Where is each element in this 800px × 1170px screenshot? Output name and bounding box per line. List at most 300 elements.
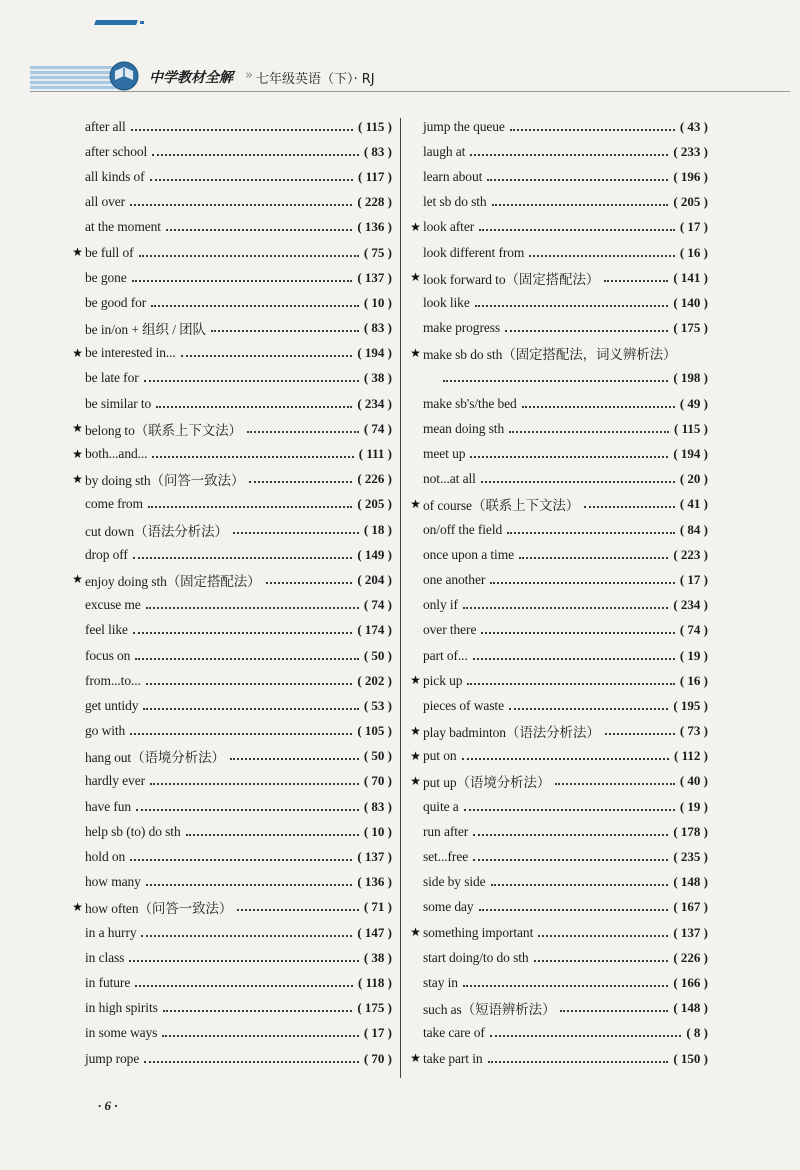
- dot-leader: [150, 779, 359, 785]
- key-phrase-star-icon: ★: [410, 925, 421, 940]
- index-entry: [70, 416, 392, 441]
- index-entry: [70, 945, 392, 970]
- entry-page-ref: ( 53 ): [363, 697, 392, 713]
- entry-phrase: come from: [85, 496, 143, 512]
- key-phrase-star-icon: ★: [410, 748, 421, 763]
- index-entry: [408, 139, 708, 164]
- entry-page-ref: ( 174 ): [357, 622, 392, 638]
- dot-leader: [181, 351, 353, 357]
- entry-phrase: not...at all: [423, 471, 476, 487]
- dot-leader: [560, 1006, 668, 1012]
- index-entry: [70, 693, 392, 718]
- entry-phrase: be interested in...: [85, 345, 176, 361]
- entry-page-ref: ( 16 ): [679, 244, 708, 260]
- index-column-left: [70, 114, 392, 1071]
- dot-leader: [135, 654, 359, 660]
- dot-leader: [143, 704, 358, 710]
- index-entry: [408, 366, 708, 391]
- entry-page-ref: ( 233 ): [673, 143, 708, 159]
- dot-leader: [133, 553, 353, 559]
- entry-phrase: in a hurry: [85, 924, 137, 940]
- entry-phrase: be in/on + 组织 / 团队: [85, 322, 206, 338]
- index-entry: [70, 240, 392, 265]
- index-entry: [408, 215, 708, 240]
- entry-page-ref: ( 83 ): [363, 320, 392, 336]
- entry-phrase: jump rope: [85, 1050, 140, 1066]
- index-entry: [70, 391, 392, 416]
- index-entry: [408, 719, 708, 744]
- index-entry: [70, 618, 392, 643]
- index-entry: [70, 996, 392, 1021]
- entry-page-ref: ( 166 ): [673, 974, 708, 990]
- index-entry: [408, 618, 708, 643]
- book-subtitle: 七年级英语（下）· RJ: [256, 72, 375, 87]
- entry-page-ref: ( 18 ): [363, 521, 392, 537]
- dot-leader: [470, 150, 668, 156]
- entry-page-ref: ( 38 ): [363, 370, 392, 386]
- entry-page-ref: ( 8 ): [686, 1025, 708, 1041]
- index-entry: [70, 467, 392, 492]
- entry-phrase: cut down（语法分析法）: [85, 523, 228, 539]
- entry-page-ref: ( 17 ): [679, 571, 708, 587]
- dot-leader: [509, 704, 668, 710]
- dot-leader: [266, 578, 353, 584]
- entry-phrase: take care of: [423, 1025, 485, 1041]
- index-entry: [408, 416, 708, 441]
- index-entry: [70, 719, 392, 744]
- index-entry: [408, 467, 708, 492]
- entry-page-ref: ( 111 ): [358, 446, 392, 462]
- dot-leader: [144, 376, 359, 382]
- dot-leader: [522, 402, 675, 408]
- entry-phrase: quite a: [423, 798, 459, 814]
- entry-phrase: be good for: [85, 294, 147, 310]
- dot-leader: [467, 679, 674, 685]
- entry-page-ref: ( 40 ): [679, 773, 708, 789]
- index-entry: [70, 970, 392, 995]
- index-entry: [70, 316, 392, 341]
- entry-page-ref: ( 140 ): [673, 294, 708, 310]
- index-entry: [70, 492, 392, 517]
- entry-page-ref: ( 226 ): [673, 949, 708, 965]
- index-entry: [408, 996, 708, 1021]
- entry-phrase: be full of: [85, 244, 134, 260]
- key-phrase-star-icon: ★: [410, 270, 421, 285]
- entry-phrase: jump the queue: [423, 118, 505, 134]
- index-entry: [70, 215, 392, 240]
- entry-phrase: let sb do sth: [423, 194, 487, 210]
- dot-leader: [148, 502, 352, 508]
- index-entry: [408, 643, 708, 668]
- dot-leader: [163, 1006, 353, 1012]
- index-entry: [408, 970, 708, 995]
- book-emblem-icon: [108, 60, 140, 92]
- entry-phrase: belong to（联系上下文法）: [85, 422, 242, 438]
- entry-phrase: pick up: [423, 672, 463, 688]
- entry-page-ref: ( 17 ): [363, 1025, 392, 1041]
- entry-phrase: excuse me: [85, 597, 141, 613]
- dot-leader: [510, 125, 675, 131]
- entry-phrase: hang out（语境分析法）: [85, 750, 225, 766]
- key-phrase-star-icon: ★: [72, 245, 83, 260]
- entry-page-ref: ( 137 ): [357, 849, 392, 865]
- index-entry: [70, 366, 392, 391]
- entry-page-ref: ( 117 ): [358, 168, 392, 184]
- entry-page-ref: ( 148 ): [673, 874, 708, 890]
- key-phrase-star-icon: ★: [72, 421, 83, 436]
- entry-phrase: be gone: [85, 269, 127, 285]
- entry-phrase: hardly ever: [85, 773, 145, 789]
- dot-leader: [490, 1031, 682, 1037]
- entry-phrase: one another: [423, 571, 486, 587]
- index-entry: [70, 844, 392, 869]
- entry-phrase: by doing sth（问答一致法）: [85, 473, 245, 489]
- dot-leader: [463, 981, 668, 987]
- entry-phrase: stay in: [423, 974, 458, 990]
- entry-page-ref: ( 136 ): [357, 219, 392, 235]
- index-entry: [70, 139, 392, 164]
- entry-page-ref: ( 137 ): [357, 269, 392, 285]
- entry-page-ref: ( 137 ): [673, 924, 708, 940]
- dot-leader: [136, 805, 359, 811]
- entry-phrase: from...to...: [85, 672, 141, 688]
- index-entry: [408, 240, 708, 265]
- entry-phrase: have fun: [85, 798, 132, 814]
- dot-leader: [166, 225, 352, 231]
- dot-leader: [481, 477, 675, 483]
- dot-leader: [152, 452, 353, 458]
- entry-phrase: be late for: [85, 370, 139, 386]
- index-entry: [70, 794, 392, 819]
- entry-phrase: look different from: [423, 244, 525, 260]
- entry-phrase: laugh at: [423, 143, 466, 159]
- entry-phrase: how many: [85, 874, 141, 890]
- dot-leader: [555, 779, 675, 785]
- dot-leader: [487, 175, 668, 181]
- dot-leader: [538, 931, 668, 937]
- entry-page-ref: ( 175 ): [357, 1000, 392, 1016]
- entry-phrase: focus on: [85, 647, 131, 663]
- entry-phrase: pieces of waste: [423, 697, 504, 713]
- index-entry: [408, 265, 708, 290]
- entry-page-ref: ( 49 ): [679, 395, 708, 411]
- index-entry: [70, 567, 392, 592]
- key-phrase-star-icon: ★: [410, 1051, 421, 1066]
- entry-page-ref: ( 234 ): [673, 597, 708, 613]
- header-separator-icon: »: [245, 68, 253, 83]
- key-phrase-star-icon: ★: [410, 723, 421, 738]
- entry-page-ref: ( 202 ): [357, 672, 392, 688]
- entry-page-ref: ( 205 ): [673, 194, 708, 210]
- entry-page-ref: ( 71 ): [363, 899, 392, 915]
- dot-leader: [133, 628, 352, 634]
- dot-leader: [490, 578, 675, 584]
- dot-leader: [475, 301, 669, 307]
- index-entry: [70, 819, 392, 844]
- index-entry: [408, 693, 708, 718]
- column-divider: [400, 118, 401, 1078]
- index-entry: [70, 668, 392, 693]
- entry-phrase: look forward to（固定搭配法）: [423, 271, 600, 287]
- key-phrase-star-icon: ★: [410, 219, 421, 234]
- dot-leader: [473, 830, 668, 836]
- index-entry: [70, 114, 392, 139]
- dot-leader: [131, 125, 353, 131]
- entry-phrase: put up（语境分析法）: [423, 775, 551, 791]
- entry-phrase: in future: [85, 974, 131, 990]
- entry-phrase: be similar to: [85, 395, 152, 411]
- key-phrase-star-icon: ★: [72, 446, 83, 461]
- entry-page-ref: ( 115 ): [674, 420, 708, 436]
- dot-leader: [130, 855, 352, 861]
- dot-leader: [132, 276, 353, 282]
- entry-page-ref: ( 19 ): [679, 647, 708, 663]
- entry-phrase: play badminton（语法分析法）: [423, 725, 600, 741]
- dot-leader: [162, 1031, 359, 1037]
- index-entry: [408, 517, 708, 542]
- dot-leader: [464, 805, 675, 811]
- index-entry: [408, 920, 708, 945]
- dot-leader: [507, 528, 675, 534]
- entry-page-ref: ( 115 ): [358, 118, 392, 134]
- index-entry: [70, 517, 392, 542]
- dot-leader: [488, 1057, 669, 1063]
- dot-leader: [130, 729, 352, 735]
- index-entry: [70, 290, 392, 315]
- entry-page-ref: ( 17 ): [679, 219, 708, 235]
- entry-phrase: of course（联系上下文法）: [423, 498, 580, 514]
- entry-page-ref: ( 74 ): [363, 420, 392, 436]
- index-entry: [408, 744, 708, 769]
- index-entry: [408, 870, 708, 895]
- header-accent-dot: [140, 21, 144, 24]
- dot-leader: [519, 553, 668, 559]
- entry-phrase: look after: [423, 219, 475, 235]
- dot-leader: [473, 654, 675, 660]
- entry-page-ref: ( 73 ): [679, 723, 708, 739]
- key-phrase-star-icon: ★: [410, 345, 421, 360]
- index-entry: [70, 190, 392, 215]
- entry-page-ref: ( 41 ): [679, 496, 708, 512]
- index-entry: [408, 114, 708, 139]
- dot-leader: [139, 251, 359, 257]
- index-entry: [70, 870, 392, 895]
- dot-leader: [463, 603, 668, 609]
- entry-phrase: some day: [423, 899, 474, 915]
- index-entry: [70, 895, 392, 920]
- dot-leader: [135, 981, 353, 987]
- header-accent-stripe: [94, 20, 138, 25]
- entry-page-ref: ( 234 ): [357, 395, 392, 411]
- entry-phrase: at the moment: [85, 219, 161, 235]
- entry-page-ref: ( 175 ): [673, 320, 708, 336]
- entry-page-ref: ( 83 ): [363, 798, 392, 814]
- index-entry: [408, 844, 708, 869]
- entry-phrase: only if: [423, 597, 458, 613]
- key-phrase-star-icon: ★: [410, 496, 421, 511]
- entry-phrase: after all: [85, 118, 126, 134]
- entry-phrase: meet up: [423, 446, 466, 462]
- entry-phrase: in some ways: [85, 1025, 158, 1041]
- dot-leader: [462, 754, 670, 760]
- entry-page-ref: ( 226 ): [357, 471, 392, 487]
- entry-page-ref: ( 70 ): [363, 1050, 392, 1066]
- index-entry: [70, 265, 392, 290]
- entry-phrase: help sb (to) do sth: [85, 823, 181, 839]
- index-entry: [70, 341, 392, 366]
- index-entry: [70, 920, 392, 945]
- index-entry: [408, 542, 708, 567]
- entry-page-ref: ( 147 ): [357, 924, 392, 940]
- key-phrase-star-icon: ★: [72, 345, 83, 360]
- entry-phrase: learn about: [423, 168, 483, 184]
- dot-leader: [146, 880, 353, 886]
- entry-phrase: go with: [85, 723, 126, 739]
- index-entry: [70, 164, 392, 189]
- dot-leader: [141, 931, 352, 937]
- entry-phrase: how often（问答一致法）: [85, 901, 233, 917]
- entry-page-ref: ( 105 ): [357, 723, 392, 739]
- entry-page-ref: ( 205 ): [357, 496, 392, 512]
- key-phrase-star-icon: ★: [72, 471, 83, 486]
- entry-page-ref: ( 50 ): [363, 647, 392, 663]
- index-entry: [408, 492, 708, 517]
- entry-phrase: part of...: [423, 647, 468, 663]
- entry-page-ref: ( 149 ): [357, 546, 392, 562]
- dot-leader: [247, 427, 359, 433]
- index-entry: [70, 1046, 392, 1071]
- dot-leader: [443, 376, 668, 382]
- entry-phrase: side by side: [423, 874, 486, 890]
- entry-phrase: get untidy: [85, 697, 139, 713]
- header-rule: [30, 91, 790, 92]
- index-entry: [70, 593, 392, 618]
- header-stripe-band: [30, 66, 116, 90]
- dot-leader: [146, 679, 353, 685]
- entry-phrase: such as（短语辨析法）: [423, 1002, 556, 1018]
- dot-leader: [473, 855, 668, 861]
- key-phrase-star-icon: ★: [72, 572, 83, 587]
- index-entry: [408, 1021, 708, 1046]
- entry-page-ref: ( 204 ): [357, 571, 392, 587]
- entry-page-ref: ( 16 ): [679, 672, 708, 688]
- entry-phrase: set...free: [423, 849, 469, 865]
- entry-phrase: all over: [85, 194, 126, 210]
- entry-page-ref: ( 70 ): [363, 773, 392, 789]
- index-entry: [70, 542, 392, 567]
- entry-phrase: after school: [85, 143, 148, 159]
- entry-page-ref: ( 74 ): [363, 597, 392, 613]
- entry-phrase: make sb's/the bed: [423, 395, 517, 411]
- index-entry: [408, 593, 708, 618]
- entry-page-ref: ( 196 ): [673, 168, 708, 184]
- entry-phrase: something important: [423, 924, 534, 940]
- entry-phrase: once upon a time: [423, 546, 514, 562]
- entry-phrase: both...and...: [85, 446, 148, 462]
- entry-page-ref: ( 75 ): [363, 244, 392, 260]
- dot-leader: [211, 326, 359, 332]
- index-entry: [408, 1046, 708, 1071]
- index-entry: [408, 819, 708, 844]
- key-phrase-star-icon: ★: [410, 773, 421, 788]
- entry-phrase: look like: [423, 294, 470, 310]
- entry-page-ref: ( 43 ): [679, 118, 708, 134]
- dot-leader: [584, 502, 675, 508]
- dot-leader: [505, 326, 668, 332]
- entry-page-ref: ( 10 ): [363, 294, 392, 310]
- entry-phrase: drop off: [85, 546, 128, 562]
- entry-phrase: take part in: [423, 1050, 483, 1066]
- entry-phrase: in high spirits: [85, 1000, 158, 1016]
- entry-page-ref: ( 198 ): [673, 370, 708, 386]
- entry-phrase: enjoy doing sth（固定搭配法）: [85, 573, 261, 589]
- dot-leader: [130, 200, 352, 206]
- entry-page-ref: ( 136 ): [357, 874, 392, 890]
- index-entry: [408, 794, 708, 819]
- entry-page-ref: ( 228 ): [357, 194, 392, 210]
- index-entry: [408, 567, 708, 592]
- dot-leader: [146, 603, 359, 609]
- dot-leader: [605, 729, 675, 735]
- entry-page-ref: ( 223 ): [673, 546, 708, 562]
- dot-leader: [491, 880, 669, 886]
- entry-page-ref: ( 112 ): [674, 748, 708, 764]
- entry-phrase: run after: [423, 823, 469, 839]
- dot-leader: [129, 956, 359, 962]
- dot-leader: [152, 150, 359, 156]
- entry-phrase: start doing/to do sth: [423, 949, 529, 965]
- index-column-right: [408, 114, 708, 1071]
- entry-page-ref: ( 150 ): [673, 1050, 708, 1066]
- page-number: · 6 ·: [98, 1098, 118, 1113]
- index-entry: [70, 1021, 392, 1046]
- dot-leader: [492, 200, 669, 206]
- entry-page-ref: ( 19 ): [679, 798, 708, 814]
- dot-leader: [529, 251, 675, 257]
- index-entry: [70, 643, 392, 668]
- entry-page-ref: ( 194 ): [357, 345, 392, 361]
- index-entry: [70, 744, 392, 769]
- index-entry: [408, 391, 708, 416]
- entry-page-ref: ( 148 ): [673, 1000, 708, 1016]
- entry-phrase: hold on: [85, 849, 126, 865]
- index-entry: [408, 290, 708, 315]
- index-entry: [408, 441, 708, 466]
- entry-page-ref: ( 178 ): [673, 823, 708, 839]
- dot-leader: [534, 956, 669, 962]
- entry-phrase: on/off the field: [423, 521, 503, 537]
- entry-phrase: make progress: [423, 320, 501, 336]
- index-entry: [408, 945, 708, 970]
- dot-leader: [509, 427, 669, 433]
- entry-page-ref: ( 235 ): [673, 849, 708, 865]
- entry-phrase: make sb do sth（固定搭配法，词义辨析法）: [423, 347, 677, 363]
- entry-phrase: over there: [423, 622, 477, 638]
- dot-leader: [233, 528, 359, 534]
- dot-leader: [230, 754, 359, 760]
- entry-page-ref: ( 38 ): [363, 949, 392, 965]
- entry-page-ref: ( 195 ): [673, 697, 708, 713]
- entry-page-ref: ( 20 ): [679, 471, 708, 487]
- index-entry: [408, 895, 708, 920]
- entry-phrase: all kinds of: [85, 168, 145, 184]
- key-phrase-star-icon: ★: [410, 673, 421, 688]
- index-entry: [408, 769, 708, 794]
- entry-page-ref: ( 141 ): [673, 269, 708, 285]
- dot-leader: [604, 276, 668, 282]
- entry-page-ref: ( 194 ): [673, 446, 708, 462]
- dot-leader: [481, 628, 674, 634]
